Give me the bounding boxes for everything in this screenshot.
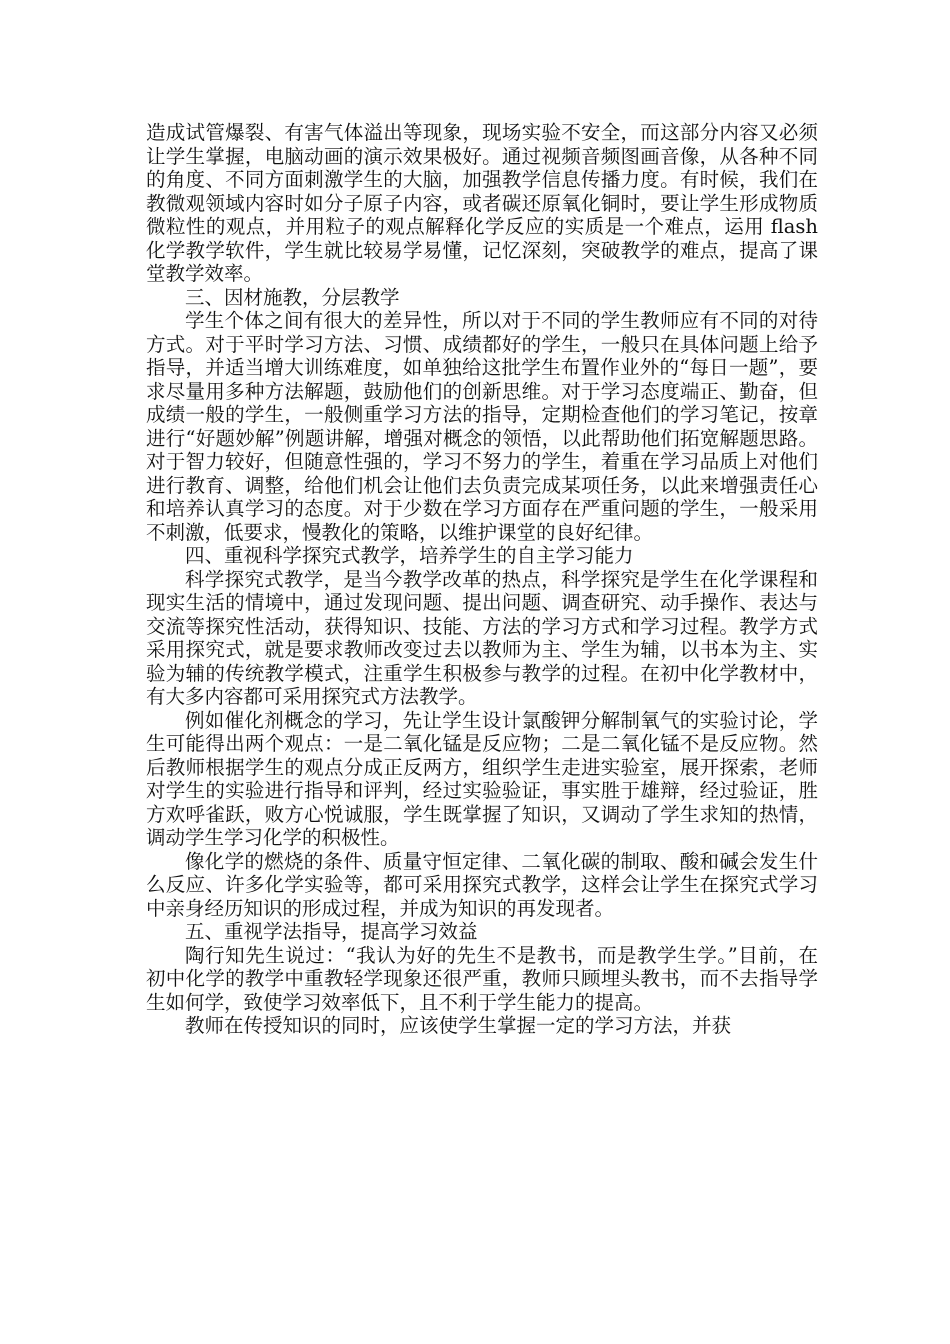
paragraph: 例如催化剂概念的学习，先让学生设计氯酸钾分解制氧气的实验讨论，学生可能得出两个观点：一是二氧化锰是反应物；二是二氧化锰不是反应物。然后教师根据学生的观点分成正反两方，组织学生走进实验室，展开探索，老师对学生的实验进行指导和评判，经过实验验证，事实胜于雄辩，经过验证，胜方欢呼雀跃，败方心悦诚服，学生既掌握了知识，又调动了学生求知的热情，调动学生学习化学的积极性。 (146, 708, 818, 849)
paragraph: 陶行知先生说过：“我认为好的先生不是教书，而是教学生学。”目前，在初中化学的教学中重教轻学现象还很严重，教师只顾埋头教书，而不去指导学生如何学，致使学习效率低下，且不利于学生能力的提高。 (146, 943, 818, 1014)
paragraph-continued: 造成试管爆裂、有害气体溢出等现象，现场实验不安全，而这部分内容又必须让学生掌握，电脑动画的演示效果极好。通过视频音频图画音像，从各种不同的角度、不同方面刺激学生的大脑，加强教学信息传播力度。有时候，我们在教微观领域内容时如分子原子内容，或者碳还原氧化铜时，要让学生形成物质微粒性的观点，并用粒子的观点解释化学反应的实质是一个难点，运用 flash 化学教学软件，学生就比较易学易懂，记忆深刻，突破教学的难点，提高了课堂教学效率。 (146, 121, 818, 285)
section-heading-5: 五、重视学法指导，提高学习效益 (185, 920, 478, 943)
paragraph: 像化学的燃烧的条件、质量守恒定律、二氧化碳的制取、酸和碱会发生什么反应、许多化学实验等，都可采用探究式教学，这样会让学生在探究式学习中亲身经历知识的形成过程，并成为知识的再发现者。 (146, 849, 818, 920)
section-heading-3: 三、因材施教，分层教学 (185, 285, 400, 309)
text-column (146, 121, 818, 1038)
paragraph: 科学探究式教学，是当今教学改革的热点，科学探究是学生在化学课程和现实生活的情境中，通过发现问题、提出问题、调查研究、动手操作、表达与交流等探究性活动，获得知识、技能、方法的学习方式和学习过程。教学方式采用探究式，就是要求教师改变过去以教师为主、学生为辅，以书本为主、实验为辅的传统教学模式，注重学生积极参与教学的过程。在初中化学教材中，有大多内容都可采用探究式方法教学。 (146, 567, 818, 708)
paragraph-truncated: 教师在传授知识的同时，应该使学生掌握一定的学习方法，并获 (185, 1014, 732, 1037)
paragraph: 学生个体之间有很大的差异性，所以对于不同的学生教师应有不同的对待方式。对于平时学习方法、习惯、成绩都好的学生，一般只在具体问题上给予指导，并适当增大训练难度，如单独给这批学生布置作业外的“每日一题”，要求尽量用多种方法解题，鼓励他们的创新思维。对于学习态度端正、勤奋，但成绩一般的学生，一般侧重学习方法的指导，定期检查他们的学习笔记，按章进行“好题妙解”例题讲解，增强对概念的领悟，以此帮助他们拓宽解题思路。对于智力较好，但随意性强的，学习不努力的学生，着重在学习品质上对他们进行教育、调整，给他们机会让他们去负责完成某项任务，以此来增强责任心和培养认真学习的态度。对于少数在学习方面存在严重问题的学生，一般采用不刺激，低要求，慢教化的策略，以维护课堂的良好纪律。 (146, 309, 818, 544)
section-heading-4: 四、重视科学探究式教学，培养学生的自主学习能力 (185, 544, 634, 567)
